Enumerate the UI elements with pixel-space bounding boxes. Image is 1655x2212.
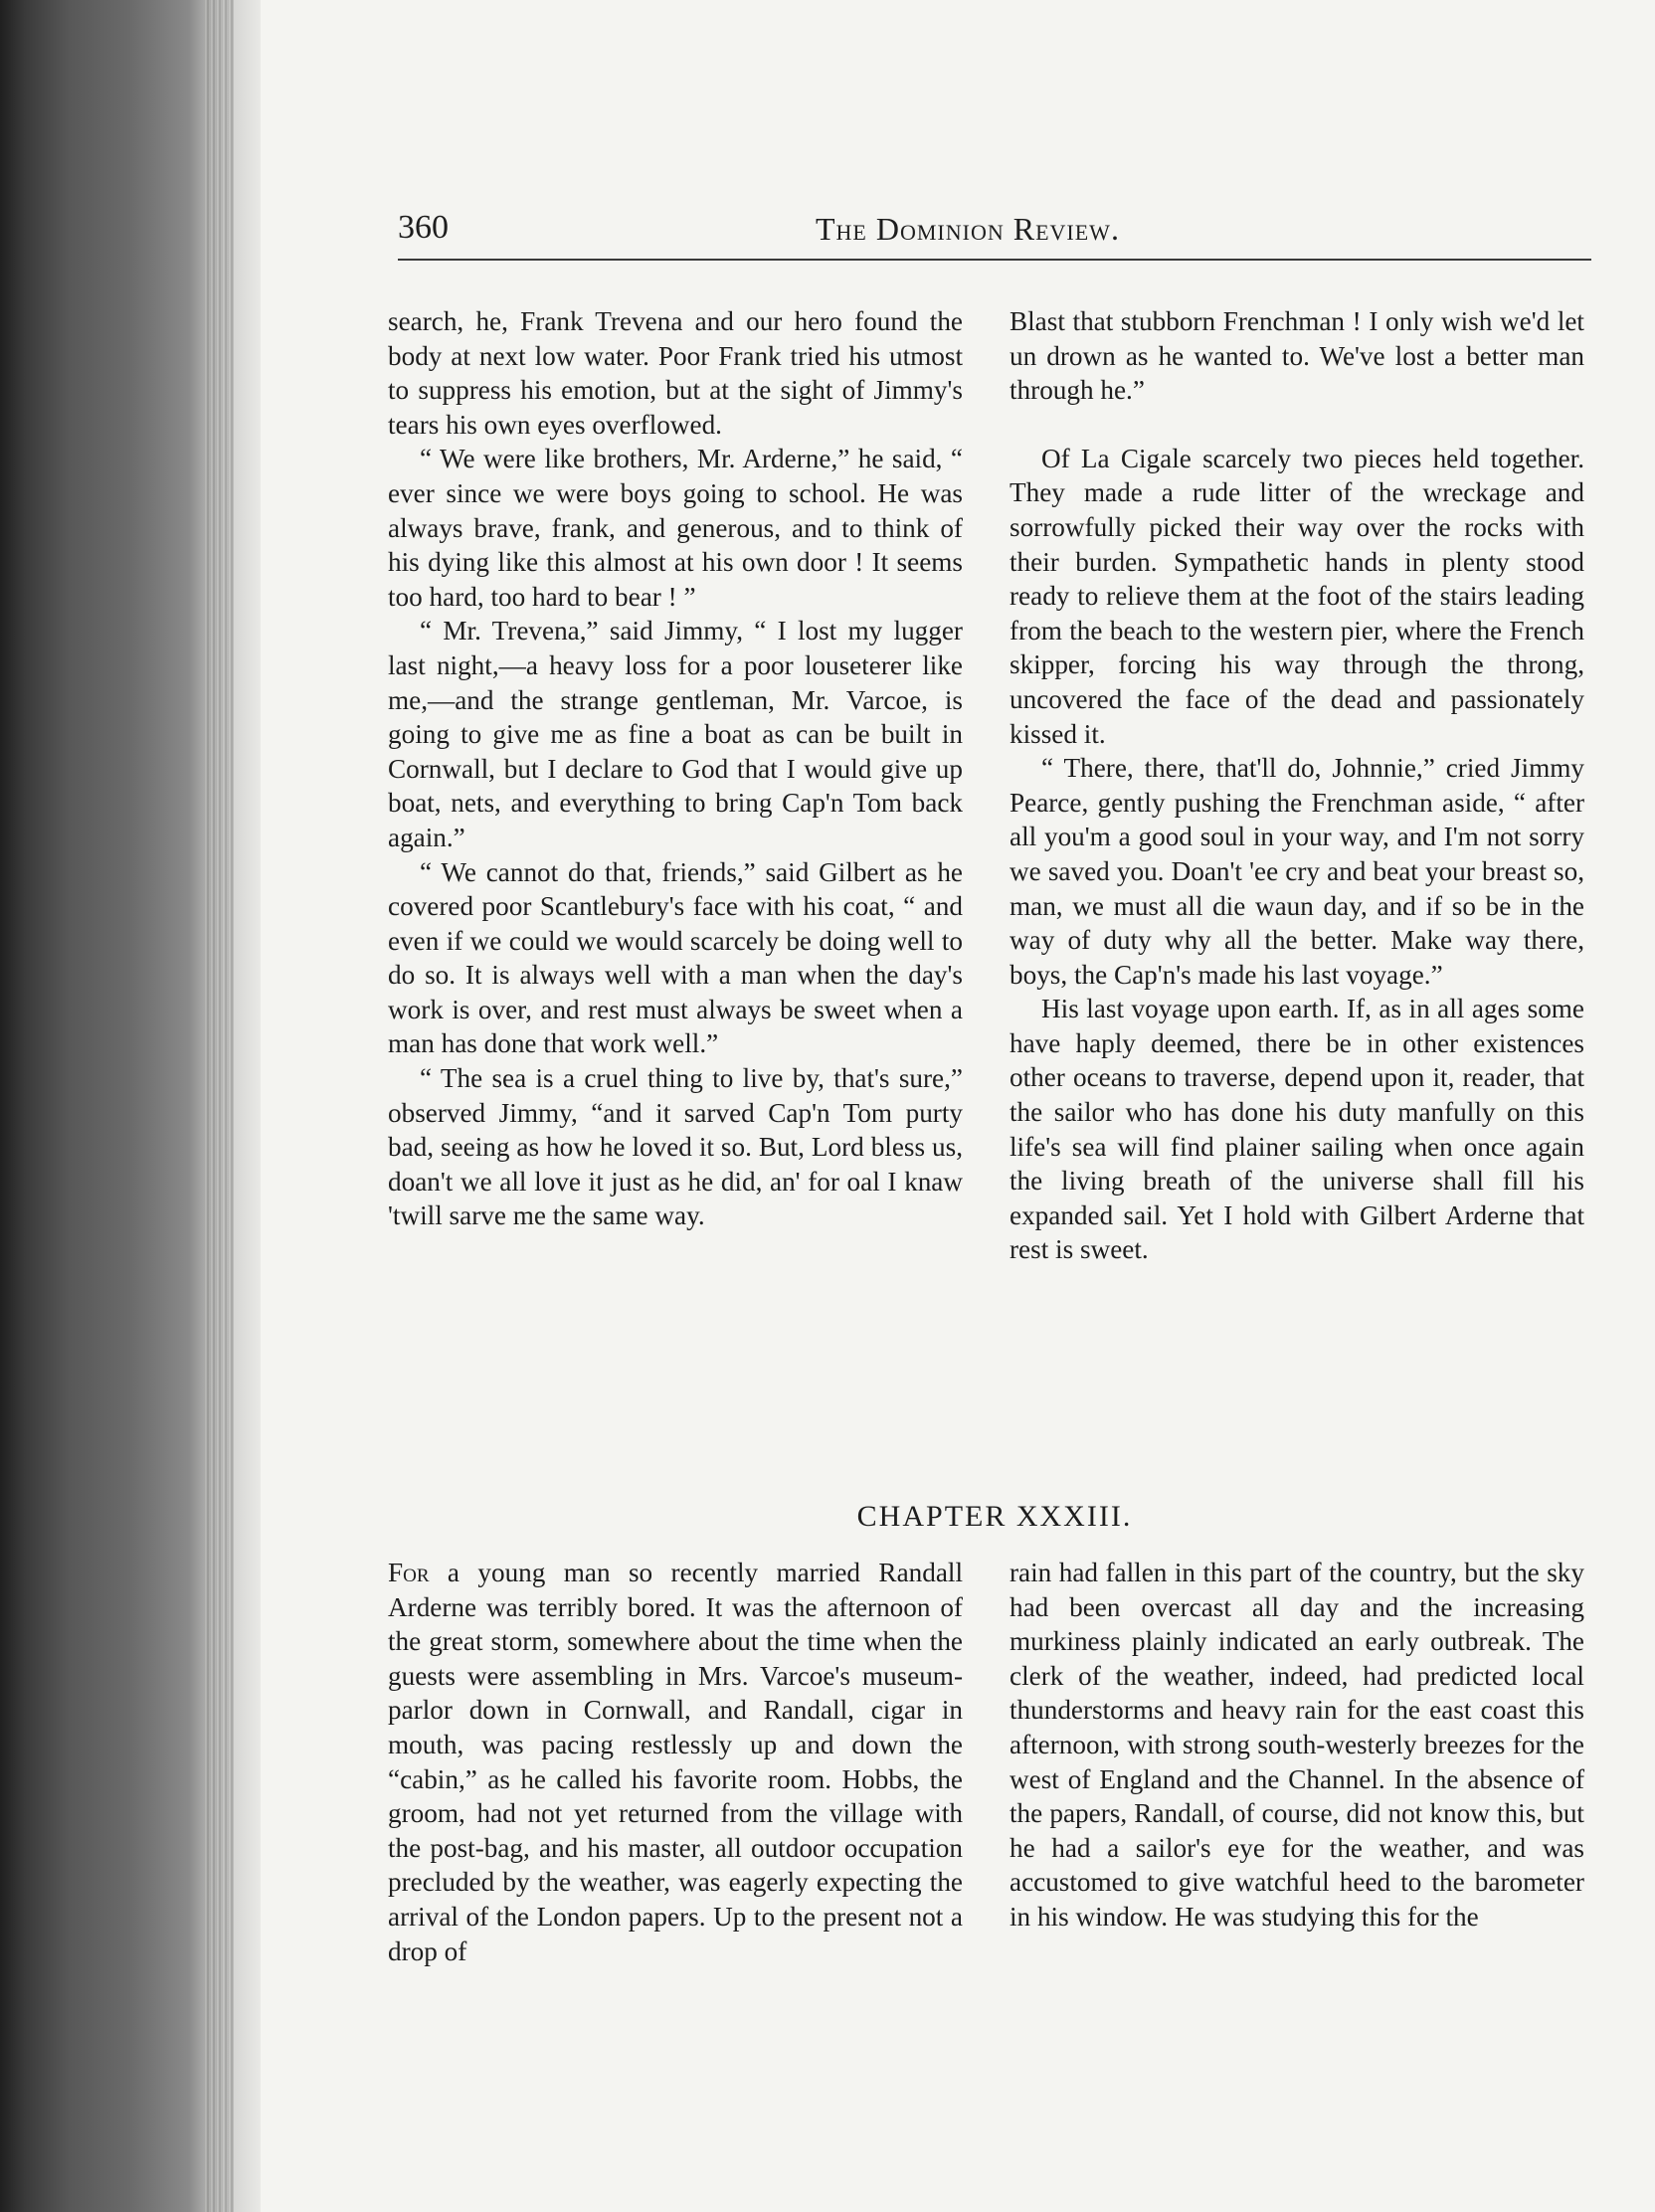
paragraph-text: a young man so recently married Randall Arderne was terribly bored. It was the afternoon of the great storm, somewhere about the time when the guests were assembling in Mrs. Varcoe's museum-parlor down in Cornwall, and Randall, cigar in mouth, was pacing restlessly up and down the “cabin,” as he called his favorite room. Hobbs, the groom, had not yet returned from the village with the post-bag, and his master, all outdoor occupation precluded by the weather, was eagerly expecting the arrival of the London papers. Up to the present not a drop of (388, 1558, 963, 1966)
lead-word: For (388, 1558, 430, 1587)
paragraph: rain had fallen in this part of the country, but the sky had been overcast all day and the increasing murkiness plainly indicated an early outbreak. The clerk of the weather, indeed, had predicted local thunderstorms and heavy rain for the east coast this afternoon, with strong south-westerly breezes for the west of England and the Channel. In the absence of the papers, Randall, of course, did not know this, but he had a sailor's eye for the weather, and was accustomed to give watchful heed to the barometer in his window. He was studying this for the (1010, 1558, 1584, 1932)
paragraph: “ We were like brothers, Mr. Arderne,” he said, “ ever since we were boys going to school. He was always brave, frank, and generous, and to think of his dying like this almost at his own door ! It seems too hard, too hard to bear ! ” (388, 444, 963, 612)
top-right-column (1010, 304, 1584, 1267)
chapter-opening-paragraph (388, 1556, 963, 1968)
paragraph: “ Mr. Trevena,” said Jimmy, “ I lost my lugger last night,—a heavy loss for a poor louseterer like me,—and the strange gentleman, Mr. Varcoe, is going to give me as fine a boat as can be built in Cornwall, but I declare to God that I would give up boat, nets, and everything to bring Cap'n Tom back again.” (388, 616, 963, 852)
page-edges (204, 0, 234, 2212)
journal-title: The Dominion Review. (816, 211, 1120, 247)
paragraph: His last voyage upon earth. If, as in all ages some have haply deemed, there be in other existences other oceans to traverse, depend upon it, reader, that the sailor who has done his duty manfully on this life's sea will find plainer sailing when once again the living breath of the universe shall fill his expanded sail. Yet I hold with Gilbert Arderne that rest is sweet. (1010, 994, 1584, 1265)
paragraph: “ The sea is a cruel thing to live by, that's sure,” observed Jimmy, “and it sarved Cap'n Tom purty bad, seeing as how he loved it so. But, Lord bless us, doan't we all love it just as he did, an' for oal I knaw 'twill sarve me the same way. (388, 1063, 963, 1231)
chapter-right-column (1010, 1556, 1584, 1935)
paragraph: Blast that stubborn Frenchman ! I only wish we'd let un drown as he wanted to. We've lost a better man through he.” (1010, 306, 1584, 406)
paragraph: Of La Cigale scarcely two pieces held together. They made a rude litter of the wreckage and sorrowfully picked their way over the rocks with their burden. Sympathetic hands in plenty stood ready to relieve them at the foot of the stairs leading from the beach to the western pier, where the French skipper, forcing his way through the throng, uncovered the face of the dead and passionately kissed it. (1010, 443, 1584, 749)
top-left-column (388, 304, 963, 1233)
paragraph: “ We cannot do that, friends,” said Gilbert as he covered poor Scantlebury's face with his coat, “ and even if we could we would scarcely be doing well to do so. It is always well with a man when the day's work is over, and rest must always be sweet when a man has done that work well.” (388, 856, 963, 1059)
chapter-left-column (388, 1556, 963, 1968)
paragraph: “ There, there, that'll do, Johnnie,” cried Jimmy Pearce, gently pushing the Frenchman aside, “ after all you'm a good soul in your way, and I'm not sorry we saved you. Doan't 'ee cry and beat your breast so, man, we must all die waun day, and if so be in the way of duty why all the better. Make way there, boys, the Cap'n's made his last voyage.” (1010, 753, 1584, 990)
paragraph: search, he, Frank Trevena and our hero found the body at next low water. Poor Frank tried his utmost to suppress his emotion, but at the sight of Jimmy's tears his own eyes overflowed. (388, 306, 963, 440)
page-number: 360 (398, 209, 449, 246)
running-head (398, 209, 1591, 261)
chapter-heading: CHAPTER XXXIII. (856, 1500, 1133, 1533)
